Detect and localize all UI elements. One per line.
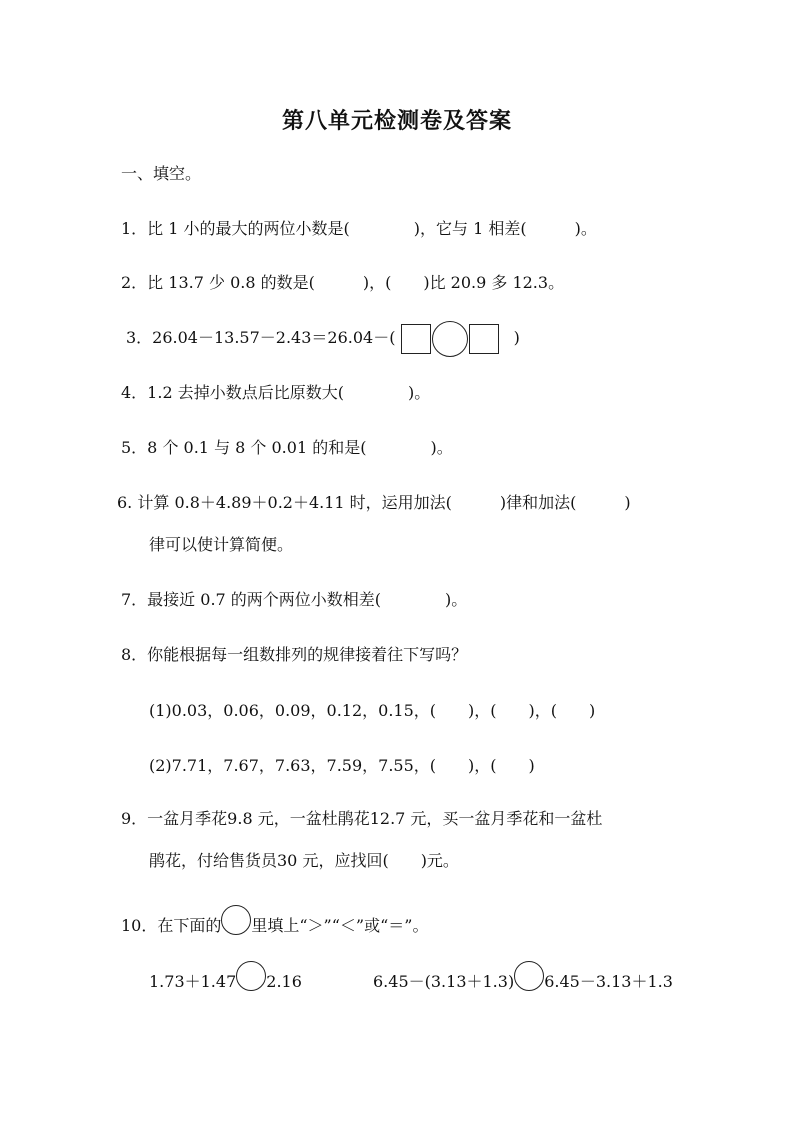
question-8-sub-1: (1)0.03，0.06，0.09，0.12，0.15，( )，( )，( ): [149, 701, 596, 720]
question-8-stem: 8．你能根据每一组数排列的规律接着往下写吗？: [121, 645, 468, 664]
expr-1-left: 1.73＋1.47: [149, 972, 237, 991]
question-1: 1．比 1 小的最大的两位小数是( )，它与 1 相差( )。: [121, 219, 597, 238]
question-3-suffix: ): [513, 328, 520, 347]
question-9-line-1: 9．一盆月季花9.8 元，一盆杜鹃花12.7 元，买一盆月季花和一盆杜: [121, 809, 603, 828]
expr-1-right: 2.16: [266, 972, 302, 991]
answer-circle[interactable]: [432, 321, 468, 357]
question-3: [126, 320, 520, 357]
question-9-line-2: 鹃花，付给售货员30 元，应找回( )元。: [149, 851, 459, 870]
compare-circle[interactable]: [236, 961, 266, 991]
question-3-prefix: 3．26.04－13.57－2.43＝26.04－(: [126, 328, 396, 347]
question-2: 2．比 13.7 少 0.8 的数是( )，( )比 20.9 多 12.3。: [121, 273, 565, 292]
question-8-sub-2: (2)7.71，7.67，7.63，7.59，7.55，( )，( ): [149, 756, 535, 775]
expr-2-right: 6.45－3.13＋1.3: [544, 972, 673, 991]
question-6-line-2: 律可以使计算简便。: [149, 535, 294, 554]
question-10-expr-1: [149, 961, 302, 997]
page-title: 第八单元检测卷及答案: [281, 109, 512, 134]
section-heading: 一、填空。: [121, 164, 202, 183]
question-6-line-1: 6. 计算 0.8＋4.89＋0.2＋4.11 时，运用加法( )律和加法( ): [117, 493, 631, 512]
question-4: 4．1.2 去掉小数点后比原数大( )。: [121, 383, 431, 402]
answer-box[interactable]: [469, 324, 499, 354]
question-10-expr-2: [373, 961, 673, 997]
compare-circle-icon: [221, 905, 251, 935]
compare-circle[interactable]: [514, 961, 544, 991]
expr-2-left: 6.45－(3.13＋1.3): [373, 972, 515, 991]
question-10-prefix: 10．在下面的: [121, 916, 222, 935]
question-10-stem: [121, 905, 428, 941]
question-7: 7．最接近 0.7 的两个两位小数相差( )。: [121, 590, 468, 609]
question-5: 5．8 个 0.1 与 8 个 0.01 的和是( )。: [121, 438, 453, 457]
question-10-suffix: 里填上“＞”“＜”或“＝”。: [251, 916, 429, 935]
answer-box[interactable]: [401, 324, 431, 354]
